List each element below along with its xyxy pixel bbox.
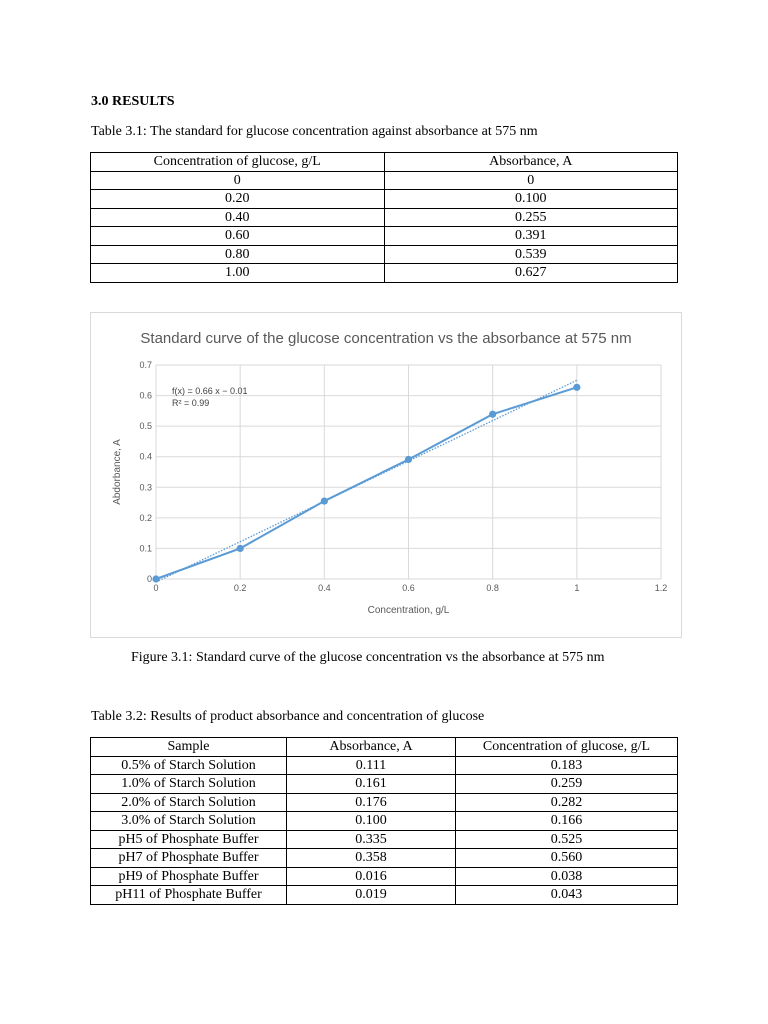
table-row — [91, 775, 678, 794]
table-cell: 3.0% of Starch Solution — [91, 812, 287, 831]
table-cell: 0.335 — [287, 830, 456, 849]
table-cell: 0.259 — [456, 775, 678, 794]
table-row — [91, 227, 678, 246]
data-point — [573, 384, 580, 391]
table-header-row — [91, 153, 678, 172]
table-cell: 1.00 — [91, 264, 385, 283]
table-cell: 0.391 — [384, 227, 678, 246]
table-cell: 0.255 — [384, 208, 678, 227]
table-cell: 2.0% of Starch Solution — [91, 793, 287, 812]
table-row — [91, 756, 678, 775]
table-cell: 0.525 — [456, 830, 678, 849]
table-cell: 0.358 — [287, 849, 456, 868]
y-tick-label: 0 — [146, 574, 152, 584]
y-tick-label: 0.5 — [139, 421, 152, 432]
figure-caption: Figure 3.1: Standard curve of the glucose concentration vs the absorbance at 575 nm — [131, 650, 605, 665]
table-cell: 0.183 — [456, 756, 678, 775]
data-point — [405, 456, 412, 463]
table-cell: 0.627 — [384, 264, 678, 283]
table-cell: 0.80 — [91, 245, 385, 264]
table2-caption: Table 3.2: Results of product absorbance and concentration of glucose — [91, 709, 485, 724]
table-row — [91, 867, 678, 886]
table-cell: pH5 of Phosphate Buffer — [91, 830, 287, 849]
table-cell: pH9 of Phosphate Buffer — [91, 867, 287, 886]
y-tick-label: 0.7 — [139, 360, 152, 370]
table-row — [91, 264, 678, 283]
column-header: Concentration of glucose, g/L — [91, 153, 385, 172]
table-cell: 0.100 — [287, 812, 456, 831]
data-point — [152, 575, 159, 582]
x-tick-label: 0.4 — [318, 583, 331, 593]
table-row — [91, 830, 678, 849]
table-row — [91, 208, 678, 227]
table-cell: pH11 of Phosphate Buffer — [91, 886, 287, 905]
table-cell: 0 — [384, 171, 678, 190]
table-cell: pH7 of Phosphate Buffer — [91, 849, 287, 868]
table-cell: 0.176 — [287, 793, 456, 812]
table1-caption: Table 3.1: The standard for glucose concentration against absorbance at 575 nm — [91, 124, 538, 139]
table-row — [91, 190, 678, 209]
data-point — [321, 497, 328, 504]
table-cell: 0.100 — [384, 190, 678, 209]
table-row — [91, 849, 678, 868]
series-line — [156, 387, 577, 579]
table-row — [91, 245, 678, 264]
table-cell: 0.539 — [384, 245, 678, 264]
table-cell: 0.282 — [456, 793, 678, 812]
standard-table — [90, 152, 678, 283]
column-header: Absorbance, A — [287, 738, 456, 757]
column-header: Sample — [91, 738, 287, 757]
table-cell: 0.560 — [456, 849, 678, 868]
results-table — [90, 737, 678, 905]
x-tick-label: 1.2 — [654, 583, 668, 593]
table-cell: 0.166 — [456, 812, 678, 831]
y-tick-label: 0.4 — [139, 451, 152, 462]
x-tick-label: 1 — [574, 583, 580, 593]
table-row — [91, 886, 678, 905]
chart-title: Standard curve of the glucose concentration vs the absorbance at 575 nm — [140, 330, 632, 347]
x-tick-label: 0.8 — [486, 583, 499, 593]
trendline-equation: f(x) = 0.66 x − 0.01 — [172, 386, 248, 396]
table-row — [91, 812, 678, 831]
table-row — [91, 793, 678, 812]
x-axis-label: Concentration, g/L — [367, 605, 450, 616]
table-cell: 0.038 — [456, 867, 678, 886]
table-cell: 0.016 — [287, 867, 456, 886]
table-cell: 0.111 — [287, 756, 456, 775]
x-tick-label: 0.6 — [402, 583, 415, 593]
table-cell: 0.5% of Starch Solution — [91, 756, 287, 775]
data-point — [237, 545, 244, 552]
table-cell: 0 — [91, 171, 385, 190]
table-cell: 0.019 — [287, 886, 456, 905]
table-cell: 0.20 — [91, 190, 385, 209]
r-squared-label: R² = 0.99 — [172, 398, 210, 408]
y-tick-label: 0.6 — [139, 390, 152, 401]
y-tick-label: 0.1 — [139, 543, 152, 554]
x-tick-label: 0 — [153, 583, 159, 593]
section-heading: 3.0 RESULTS — [91, 94, 175, 109]
data-point — [489, 411, 496, 418]
table-header-row — [91, 738, 678, 757]
x-tick-label: 0.2 — [233, 583, 247, 593]
y-tick-label: 0.3 — [139, 482, 152, 493]
column-header: Concentration of glucose, g/L — [456, 738, 678, 757]
table-cell: 0.60 — [91, 227, 385, 246]
table-row — [91, 171, 678, 190]
table-cell: 0.161 — [287, 775, 456, 794]
table-cell: 0.40 — [91, 208, 385, 227]
table-cell: 1.0% of Starch Solution — [91, 775, 287, 794]
standard-curve-chart — [90, 312, 682, 638]
table-cell: 0.043 — [456, 886, 678, 905]
chart-svg — [91, 313, 681, 637]
y-tick-label: 0.2 — [139, 512, 152, 523]
column-header: Absorbance, A — [384, 153, 678, 172]
y-axis-label: Abdorbance, A — [112, 439, 123, 505]
